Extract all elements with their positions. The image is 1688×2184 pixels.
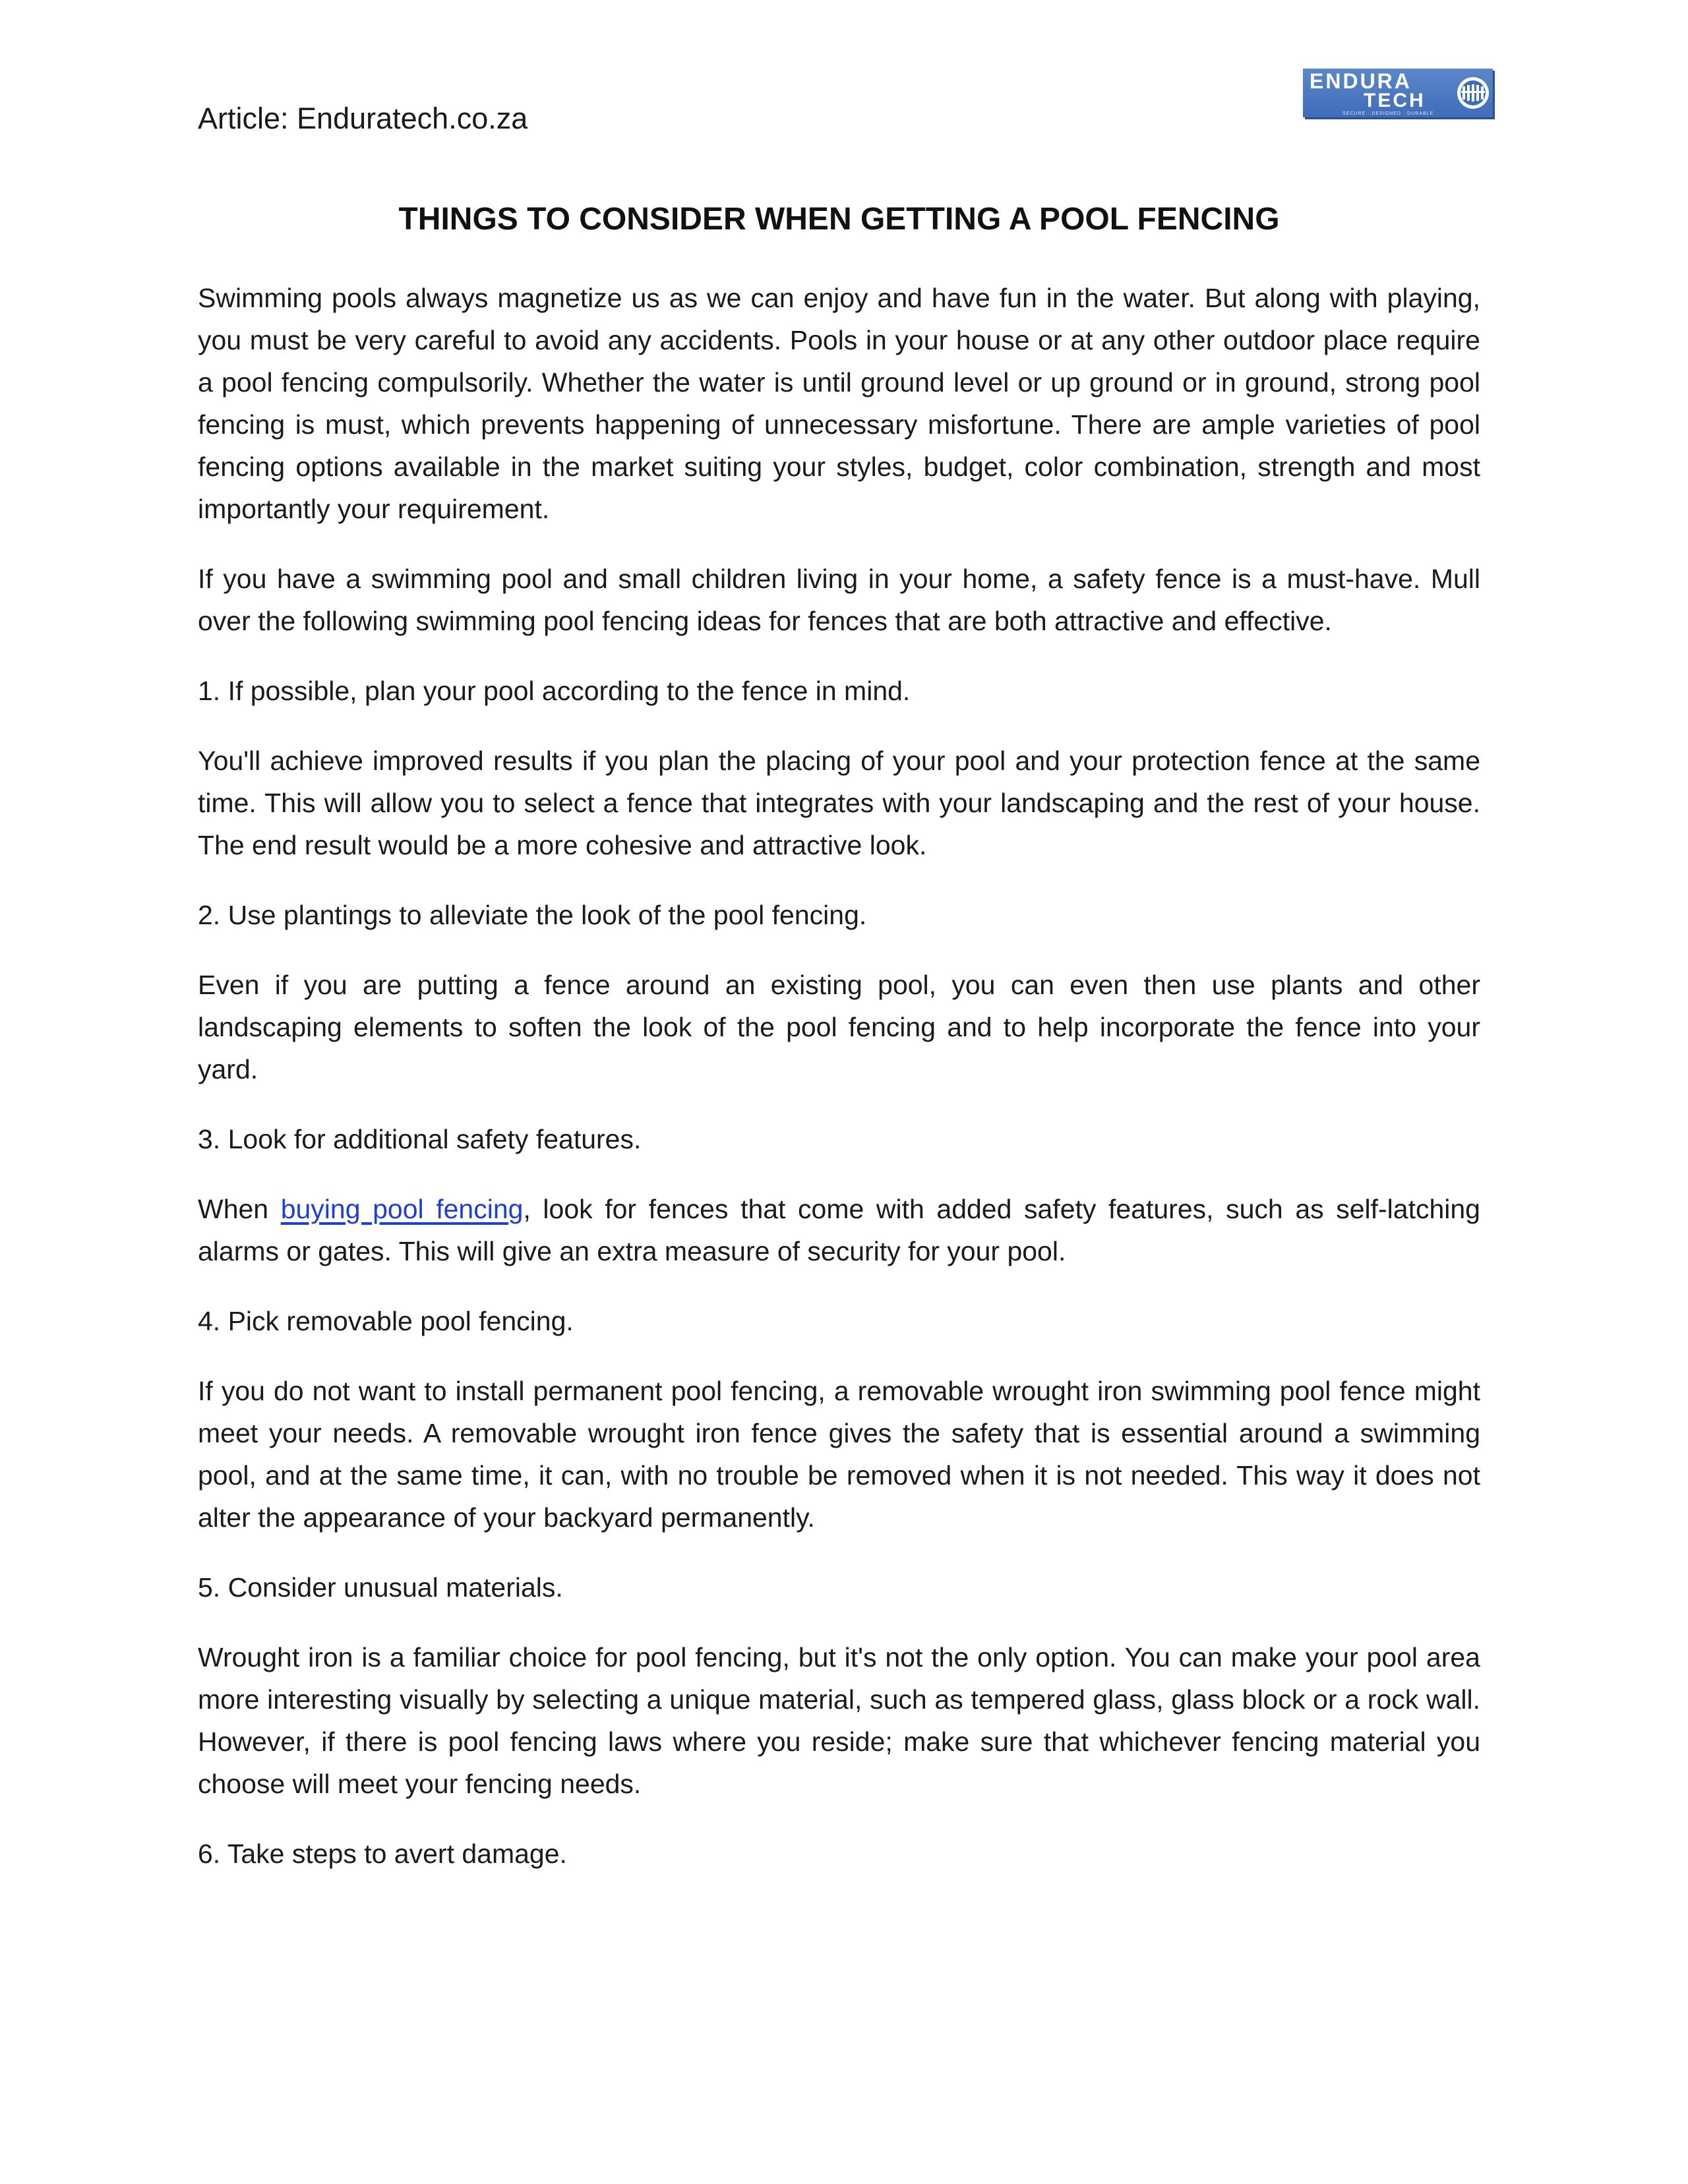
tip-3-body-before: When (198, 1194, 281, 1224)
tip-1-body: You'll achieve improved results if you plan the placing of your pool and your protection fence at the same time. This will allow you to select a fence that integrates with your landscaping and the rest of your house. The end result would be a more cohesive and attractive look. (198, 746, 1480, 860)
logo-line2: TECH (1364, 90, 1426, 111)
enduratech-logo (1303, 69, 1493, 117)
tip-2-body: Even if you are putting a fence around an existing pool, you can even then use plants and other landscaping elements to soften the look of the pool fencing and to help incorporate the fence into your yard. (198, 970, 1480, 1084)
tip-4-body: If you do not want to install permanent pool fencing, a removable wrought iron swimming pool fence might meet your needs. A removable wrought iron fence gives the safety that is essential around a swimming pool, and at the same time, it can, with no trouble be removed when it is not needed. This way it does not alter the appearance of your backyard permanently. (198, 1376, 1480, 1533)
tip-5-body: Wrought iron is a familiar choice for pool fencing, but it's not the only option. You can make your pool area more interesting visually by selecting a unique material, such as tempered glass, glass block or a rock wall. However, if there is pool fencing laws where you reside; make sure that whichever fencing material you choose will meet your fencing needs. (198, 1642, 1480, 1799)
logo-line1: ENDURA (1310, 69, 1412, 93)
logo-emblem-icon (1457, 77, 1489, 109)
intro-paragraph-1: Swimming pools always magnetize us as we can enjoy and have fun in the water. But along with playing, you must be very careful to avoid any accidents. Pools in your house or at any other outdoor place require a pool fencing compulsorily. Whether the water is until ground level or up ground or in ground, strong pool fencing is must, which prevents happening of unnecessary misfortune. There are ample varieties of pool fencing options available in the market suiting your styles, budget, color combination, strength and most importantly your requirement. (198, 283, 1480, 524)
article-source: Article: Enduratech.co.za (198, 102, 528, 135)
tip-1-heading: 1. If possible, plan your pool according to the fence in mind. (198, 676, 911, 706)
tip-3-heading: 3. Look for additional safety features. (198, 1124, 642, 1154)
tip-4-heading: 4. Pick removable pool fencing. (198, 1306, 574, 1336)
tip-3-body (198, 1188, 1480, 1272)
logo-tagline: SECURE · DESIGNED · DURABLE (1342, 111, 1434, 116)
buying-pool-fencing-link[interactable]: buying pool fencing (280, 1194, 524, 1224)
tip-2-heading: 2. Use plantings to alleviate the look of the pool fencing. (198, 900, 867, 930)
intro-paragraph-2: If you have a swimming pool and small children living in your home, a safety fence is a must-have. Mull over the following swimming pool fencing ideas for fences that are both attractive and effective. (198, 564, 1480, 636)
article-body (198, 277, 1480, 1875)
tip-5-heading: 5. Consider unusual materials. (198, 1572, 563, 1603)
article-title: THINGS TO CONSIDER WHEN GETTING A POOL FENCING (398, 202, 1280, 237)
tip-6-heading: 6. Take steps to avert damage. (198, 1839, 567, 1869)
tip-3-body-after: , look for fences that come with added safety features, such as self-latching alarms or gates. This will give an extra measure of security for your pool. (198, 1194, 1480, 1266)
